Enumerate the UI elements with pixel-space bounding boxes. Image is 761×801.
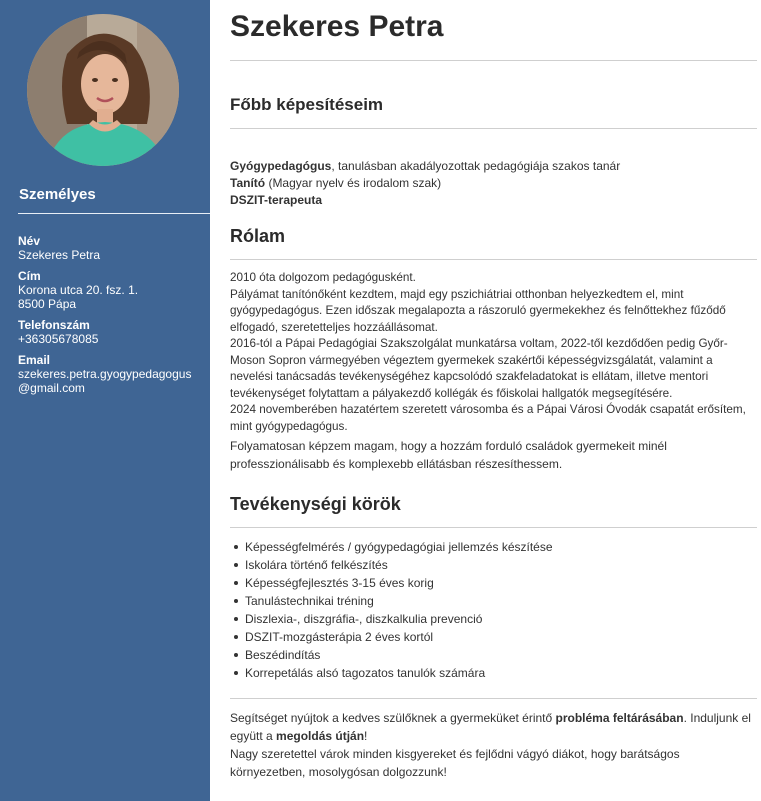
list-item: Beszédindítás bbox=[230, 646, 553, 664]
email-line1[interactable]: szekeres.petra.gyogypedagogus bbox=[18, 367, 192, 381]
phone-label: Telefonszám bbox=[18, 318, 90, 332]
about-paragraph: 2010 óta dolgozom pedagógusként. bbox=[230, 271, 416, 284]
about-closing: Folyamatosan képzem magam, hogy a hozzám forduló családok gyermekeit minél professzionálisabb és komplexebb ellátásban részesíthessem. bbox=[230, 439, 667, 471]
name-label: Név bbox=[18, 234, 41, 248]
about-paragraph: Pályámat tanítónőként kezdtem, majd egy pszichiátriai otthonban helyezkedtem el, mint gyógypedagógus. Ezen időszak megalapozta a rászoruló gyermekekhez és felnőttekhez fűződő elfogadó, szeretetteljes hozzáállásomat. bbox=[230, 287, 726, 334]
page-title: Szekeres Petra bbox=[230, 10, 444, 43]
list-item: DSZIT-mozgásterápia 2 éves kortól bbox=[230, 628, 553, 646]
title-divider bbox=[230, 60, 757, 61]
email-line2[interactable]: @gmail.com bbox=[18, 381, 85, 395]
qualifications-heading: Főbb képesítéseim bbox=[230, 95, 384, 114]
phone-value[interactable]: +36305678085 bbox=[18, 332, 99, 346]
closing-text bbox=[230, 709, 757, 781]
avatar bbox=[27, 14, 179, 166]
sidebar bbox=[0, 0, 210, 801]
list-item: Tanulástechnikai tréning bbox=[230, 592, 553, 610]
activities-list bbox=[230, 538, 553, 682]
about-divider bbox=[230, 259, 757, 260]
address-line1: Korona utca 20. fsz. 1. bbox=[18, 283, 139, 297]
closing-line-1: Segítséget nyújtok a kedves szülőknek a gyermeküket érintő probléma feltárásában. Induljunk el együtt a megoldás útján! bbox=[230, 711, 751, 743]
address-label: Cím bbox=[18, 269, 41, 283]
qualifications-list bbox=[230, 158, 620, 209]
about-paragraph: 2016-tól a Pápai Pedagógiai Szakszolgálat munkatársa voltam, 2022-től kezdődően pedig Győr-Moson Sopron vármegyében végeztem gyermekek szakértői képességvizsgálatát, valamint a nevelési tanácsadás tevékenységéhez kapcsolódó szakfeladatokat is ellátam, illetve mentori tevékenységet folytattam a pályakezdő kollégák és főiskolai hallgatók megsegítésére. bbox=[230, 337, 728, 400]
about-heading: Rólam bbox=[230, 226, 286, 246]
list-item: Korrepetálás alsó tagozatos tanulók számára bbox=[230, 664, 553, 682]
list-item: Diszlexia-, diszgráfia-, diszkalkulia prevenció bbox=[230, 610, 553, 628]
name-value: Szekeres Petra bbox=[18, 248, 101, 262]
sidebar-divider bbox=[18, 213, 210, 214]
personal-heading: Személyes bbox=[19, 186, 96, 203]
about-text bbox=[230, 270, 757, 473]
list-item: Képességfejlesztés 3-15 éves korig bbox=[230, 574, 553, 592]
qualifications-divider bbox=[230, 128, 757, 129]
email-label: Email bbox=[18, 353, 51, 367]
phone-block bbox=[18, 318, 208, 346]
name-block bbox=[18, 234, 208, 262]
closing-line-2: Nagy szeretettel várok minden kisgyereket és fejlődni vágyó diákot, hogy barátságos környezetben, mosolygósan dolgozzunk! bbox=[230, 747, 680, 779]
activities-heading: Tevékenységi körök bbox=[230, 494, 401, 514]
qualification-item: DSZIT-terapeuta bbox=[230, 193, 323, 207]
address-block bbox=[18, 269, 208, 311]
closing-divider bbox=[230, 698, 757, 699]
email-block bbox=[18, 353, 208, 395]
list-item: Iskolára történő felkészítés bbox=[230, 556, 553, 574]
activities-divider bbox=[230, 527, 757, 528]
qualification-item: Tanító (Magyar nyelv és irodalom szak) bbox=[230, 176, 442, 190]
profile-photo bbox=[27, 14, 179, 166]
qualification-item: Gyógypedagógus, tanulásban akadályozottak pedagógiája szakos tanár bbox=[230, 159, 621, 173]
address-line2: 8500 Pápa bbox=[18, 297, 77, 311]
about-paragraph: 2024 novemberében hazatértem szeretett városomba és a Pápai Városi Óvodák csapatát erősítem, mint gyógypedagógus. bbox=[230, 403, 746, 433]
list-item: Képességfelmérés / gyógypedagógiai jellemzés készítése bbox=[230, 538, 553, 556]
